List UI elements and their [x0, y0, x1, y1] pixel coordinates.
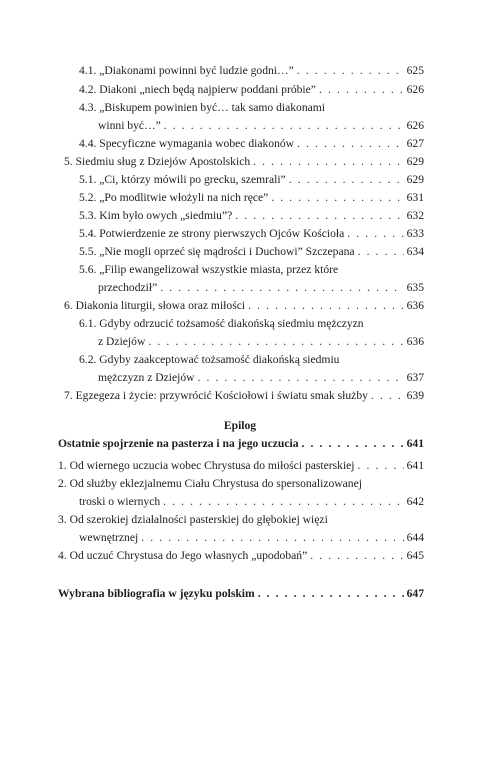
entry-page: 626: [406, 119, 424, 132]
toc-entry-6-1-title: 6.1. Gdyby odrzucić tożsamość diakońską siedmiu mężczyzn: [79, 317, 364, 330]
entry-title: 4.1. „Diakonami powinni być ludzie godni…”: [79, 64, 294, 77]
entry-page: 629: [406, 173, 424, 186]
dot-leader: [310, 549, 403, 563]
entry-page: 636: [406, 335, 424, 348]
dot-leader: [297, 137, 404, 151]
dot-leader: [160, 281, 403, 295]
entry-page: 635: [406, 281, 424, 294]
entry-title: 5.4. Potwierdzenie ze strony pierwszych Ojców Kościoła: [79, 227, 345, 240]
entry-page: 645: [406, 549, 424, 562]
dot-leader: [253, 155, 403, 169]
entry-title: 5.5. „Nie mogli oprzeć się mądrości i Duchowi” Szczepana: [79, 245, 355, 258]
entry-title: 5.3. Kim było owych „siedmiu”?: [79, 209, 233, 222]
dot-leader: [258, 587, 404, 601]
dot-leader: [248, 299, 404, 313]
toc-entry-6-2: [98, 371, 424, 385]
toc-entry-4-4: [79, 137, 424, 151]
toc-entry-6-1: [98, 335, 424, 349]
entry-title: 5.1. „Ci, którzy mówili po grecku, szemrali”: [79, 173, 286, 186]
dot-leader: [141, 531, 403, 545]
epilog-heading: Epilog: [223, 419, 257, 432]
entry-page: 626: [406, 83, 424, 96]
entry-title-continued: winni być…”: [98, 119, 161, 132]
entry-page: 641: [406, 459, 424, 472]
dot-leader: [289, 173, 404, 187]
epilog-entry-2-title: 2. Od służby eklezjalnemu Ciału Chrystusa do spersonalizowanej: [58, 477, 362, 490]
entry-title: 4.4. Specyficzne wymagania wobec diakonów: [79, 137, 295, 150]
toc-entry-6-2-title: 6.2. Gdyby zaakceptować tożsamość diakońską siedmiu: [79, 353, 340, 366]
entry-page: 644: [406, 531, 424, 544]
entry-title: Ostatnie spojrzenie na pasterza i na jego uczucia: [58, 437, 299, 450]
epilog-entry-3-title: 3. Od szerokiej działalności pasterskiej do głębokiej więzi: [58, 513, 328, 526]
epilog-entry-2: [79, 495, 424, 509]
toc-entry-6: [64, 299, 424, 313]
entry-page: 625: [406, 64, 424, 77]
entry-page: 627: [406, 137, 424, 150]
dot-leader: [319, 83, 404, 97]
dot-leader: [164, 119, 404, 133]
entry-page: 634: [406, 245, 424, 258]
entry-page: 641: [406, 437, 424, 450]
toc-entry-5-5: [79, 245, 424, 259]
toc-entry-5-6-title: 5.6. „Filip ewangelizował wszystkie miasta, przez które: [79, 263, 339, 276]
toc-entry-5-4: [79, 227, 424, 241]
dot-leader: [297, 64, 404, 78]
entry-title: 1. Od wiernego uczucia wobec Chrystusa do miłości pasterskiej: [58, 459, 355, 472]
entry-title-continued: wewnętrznej: [79, 531, 139, 544]
entry-title-continued: z Dziejów: [98, 335, 146, 348]
entry-page: 647: [406, 587, 424, 600]
toc-entry-5-6: [98, 281, 424, 295]
entry-page: 637: [406, 371, 424, 384]
entry-page: 642: [406, 495, 424, 508]
toc-entry-4-2: [79, 83, 424, 97]
dot-leader: [358, 459, 404, 473]
toc-entry-4-3-title: 4.3. „Biskupem powinien być… tak samo diakonami: [79, 101, 326, 114]
entry-page: 639: [406, 389, 424, 402]
entry-title: 6. Diakonia liturgii, słowa oraz miłości: [64, 299, 246, 312]
entry-title: 5. Siedmiu sług z Dziejów Apostolskich: [64, 155, 251, 168]
entry-page: 631: [406, 191, 424, 204]
entry-page: 629: [406, 155, 424, 168]
toc-entry-4-3: [98, 119, 424, 133]
entry-page: 633: [406, 227, 424, 240]
entry-title-continued: przechodził”: [98, 281, 158, 294]
entry-page: 632: [406, 209, 424, 222]
toc-entry-5-1: [79, 173, 424, 187]
dot-leader: [302, 437, 404, 451]
entry-page: 636: [406, 299, 424, 312]
toc-entry-4-1: [79, 64, 424, 78]
entry-title-continued: mężczyzn z Dziejów: [98, 371, 195, 384]
dot-leader: [148, 335, 403, 349]
bibliography-entry: [58, 587, 424, 601]
entry-title: 5.2. „Po modlitwie włożyli na nich ręce”: [79, 191, 269, 204]
epilog-entry-4: [58, 549, 424, 563]
entry-title: 7. Egzegeza i życie: przywrócić Kościołowi i światu smak służby: [64, 389, 368, 402]
dot-leader: [371, 389, 404, 403]
dot-leader: [163, 495, 403, 509]
epilog-entry-3: [79, 531, 424, 545]
entry-title: Wybrana bibliografia w języku polskim: [58, 587, 255, 600]
toc-entry-5-2: [79, 191, 424, 205]
dot-leader: [358, 245, 404, 259]
dot-leader: [235, 209, 403, 223]
toc-entry-5-3: [79, 209, 424, 223]
dot-leader: [198, 371, 404, 385]
entry-title-continued: troski o wiernych: [79, 495, 161, 508]
epilog-title-entry: [58, 437, 424, 451]
toc-entry-7: [64, 389, 424, 403]
dot-leader: [347, 227, 403, 241]
epilog-entry-1: [58, 459, 424, 473]
entry-title: 4.2. Diakoni „niech będą najpierw poddani próbie”: [79, 83, 316, 96]
entry-title: 4. Od uczuć Chrystusa do Jego własnych „upodobań”: [58, 549, 308, 562]
toc-entry-5: [64, 155, 424, 169]
dot-leader: [271, 191, 403, 205]
